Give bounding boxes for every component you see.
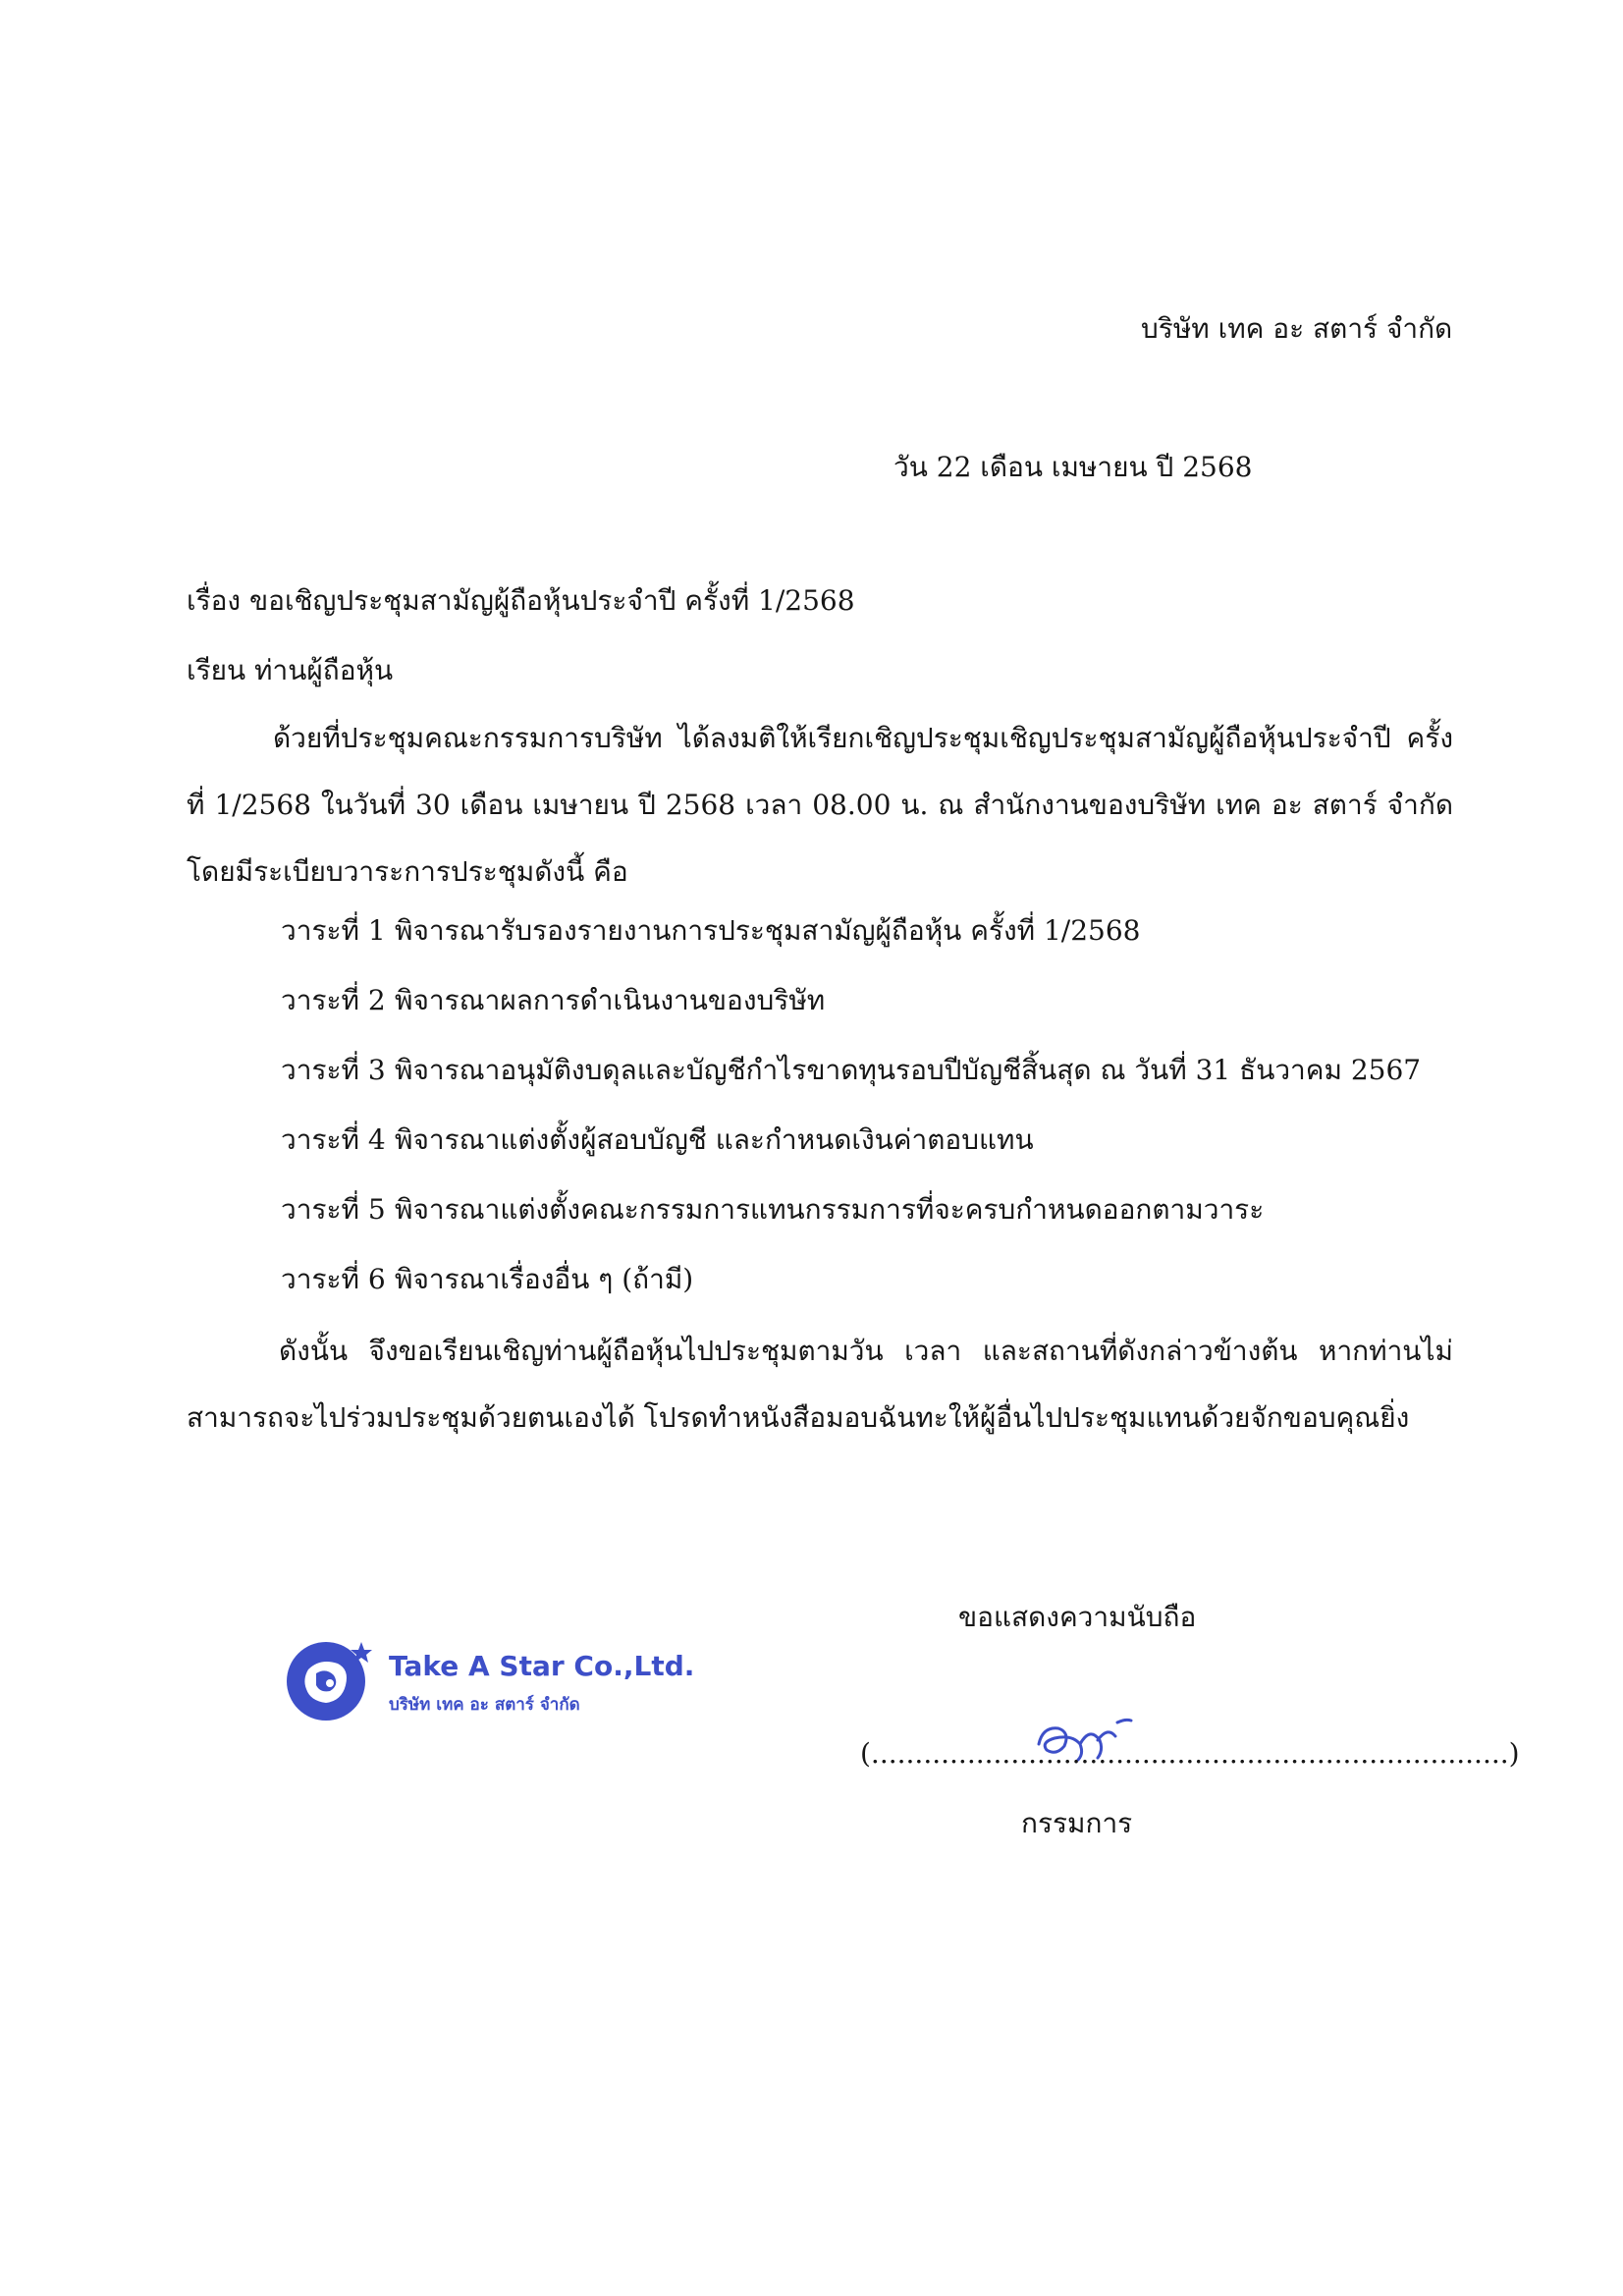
agenda-text: พิจารณารับรองรายงานการประชุมสามัญผู้ถือหุ้น ครั้งที่ 1/2568 xyxy=(395,914,1141,947)
agenda-number: วาระที่ 3 xyxy=(281,1054,386,1086)
letter-subject: เรื่อง ขอเชิญประชุมสามัญผู้ถือหุ้นประจำปี ครั้งที่ 1/2568 xyxy=(187,584,855,617)
agenda-text: พิจารณาอนุมัติงบดุลและบัญชีกำไรขาดทุนรอบปีบัญชีสิ้นสุด ณ วันที่ 31 ธันวาคม 2567 xyxy=(395,1054,1422,1086)
closing-paragraph: ดังนั้น จึงขอเรียนเชิญท่านผู้ถือหุ้นไปประชุมตามวัน เวลา และสถานที่ดังกล่าวข้างต้น หากท่านไม่สามารถจะไปร่วมประชุมด้วยตนเองได้ โปรดทำหนังสือมอบฉันทะให้ผู้อื่นไปประชุมแทนด้วยจักขอบคุณยิ่ง xyxy=(187,1335,1453,1434)
agenda-item xyxy=(281,1051,1421,1121)
agenda-item xyxy=(281,911,1421,981)
agenda-number: วาระที่ 4 xyxy=(281,1123,386,1156)
letter-date: วัน 22 เดือน เมษายน ปี 2568 xyxy=(893,451,1253,483)
globe-star-icon xyxy=(281,1630,379,1728)
agenda-number: วาระที่ 1 xyxy=(281,914,386,947)
signature-line: (.........................................................................) xyxy=(860,1737,1520,1770)
regards-line: ขอแสดงความนับถือ xyxy=(958,1601,1197,1633)
agenda-number: วาระที่ 6 xyxy=(281,1263,386,1295)
agenda-item xyxy=(281,1190,1421,1260)
letter-salutation: เรียน ท่านผู้ถือหุ้น xyxy=(187,654,394,686)
agenda-text: พิจารณาแต่งตั้งคณะกรรมการแทนกรรมการที่จะครบกำหนดออกตามวาระ xyxy=(395,1193,1265,1226)
company-logo xyxy=(281,1630,693,1728)
agenda-number: วาระที่ 2 xyxy=(281,984,386,1016)
agenda-text: พิจารณาผลการดำเนินงานของบริษัท xyxy=(395,984,826,1016)
signer-title: กรรมการ xyxy=(1021,1807,1133,1839)
logo-text-en: Take A Star Co.,Ltd. xyxy=(389,1650,695,1682)
agenda-list xyxy=(281,911,1421,1330)
agenda-item xyxy=(281,1121,1421,1190)
agenda-text: พิจารณาเรื่องอื่น ๆ (ถ้ามี) xyxy=(395,1263,694,1295)
agenda-item xyxy=(281,981,1421,1051)
logo-text-th: บริษัท เทค อะ สตาร์ จำกัด xyxy=(389,1695,580,1715)
intro-paragraph: ด้วยที่ประชุมคณะกรรมการบริษัท ได้ลงมติให้เรียกเชิญประชุมเชิญประชุมสามัญผู้ถือหุ้นประจำปี ครั้งที่ 1/2568 ในวันที่ 30 เดือน เมษายน ปี 2568 เวลา 08.00 น. ณ สำนักงานของบริษัท เทค อะ สตาร์ จำกัด โดยมีระเบียบวาระการประชุมดังนี้ คือ xyxy=(187,722,1453,888)
agenda-number: วาระที่ 5 xyxy=(281,1193,386,1226)
agenda-text: พิจารณาแต่งตั้งผู้สอบบัญชี และกำหนดเงินค่าตอบแทน xyxy=(395,1123,1034,1156)
company-header: บริษัท เทค อะ สตาร์ จำกัด xyxy=(1141,312,1453,345)
